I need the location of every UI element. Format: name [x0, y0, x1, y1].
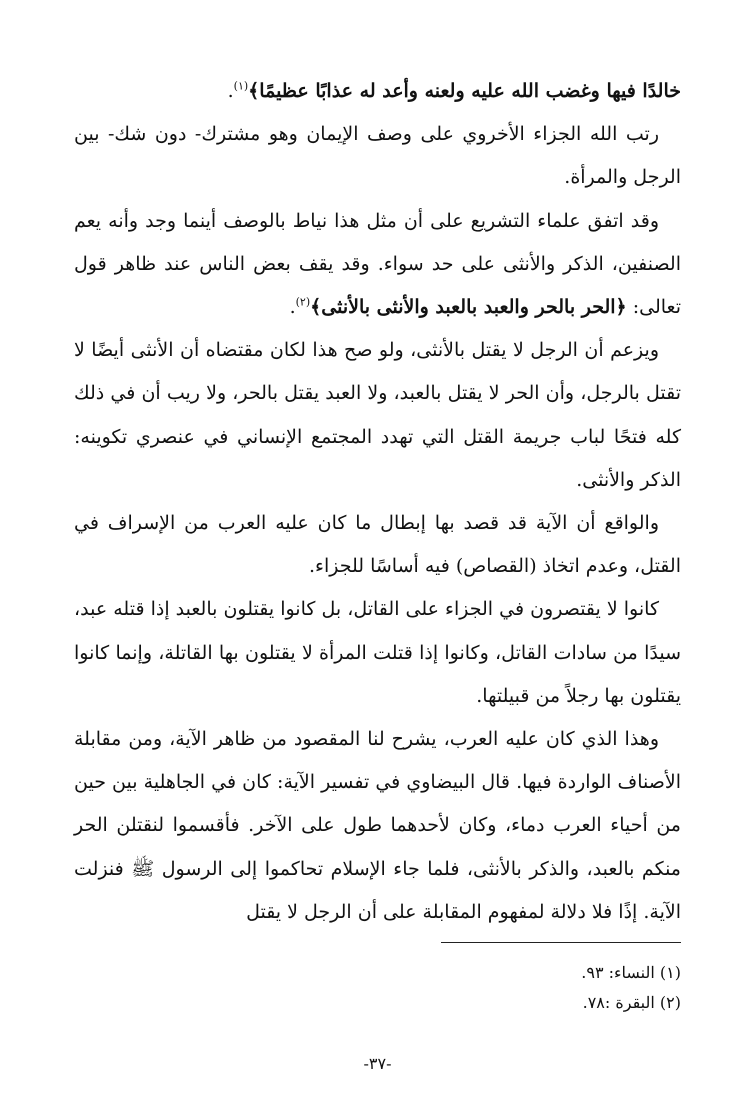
paragraph-3 — [74, 200, 681, 330]
quran-verse: ﴿الحر بالحر والعبد بالعبد والأنثى بالأنثى﴾ — [310, 296, 627, 319]
footnote-2: (٢) البقرة :٧٨. — [582, 993, 681, 1012]
paragraph-2: رتب الله الجزاء الأخروي على وصف الإيمان وهو مشترك- دون شك- بين الرجل والمرأة. — [74, 123, 681, 189]
paragraph-3-text: وقد اتفق علماء التشريع على أن مثل هذا نياط بالوصف أينما وجد وأنه يعم الصنفين، الذكر والأنثى على حد سواء. وقد يقف بعض الناس عند ظاهر قول تعالى: — [74, 209, 681, 319]
footnote-ref-2: (٢) — [295, 295, 311, 309]
pbuh-glyph: ﷺ — [131, 857, 155, 880]
period: . — [227, 80, 234, 102]
paragraph-4: ويزعم أن الرجل لا يقتل بالأنثى، ولو صح هذا لكان مقتضاه أن الأنثى أيضًا لا تقتل بالرجل، وأن الحر لا يقتل بالعبد، ولا العبد يقتل بالحر، ولا ريب أن في ذلك كله فتحًا لباب جريمة القتل التي تهدد المجتمع الإنساني في عنصري تكوينه: الذكر والأنثى. — [74, 339, 681, 491]
footnote-1: (١) النساء: ٩٣. — [581, 963, 681, 982]
page-number: -٣٧- — [363, 1054, 392, 1073]
main-text — [74, 70, 681, 934]
quran-verse: خالدًا فيها وغضب الله عليه ولعنه وأعد له عذابًا عظيمًا﴾ — [248, 80, 681, 102]
paragraph-7-tail: فنزلت الآية. إذًا فلا دلالة لمفهوم المقابلة على أن الرجل لا يقتل — [74, 857, 681, 923]
period: . — [289, 296, 296, 319]
paragraph-7-text: وهذا الذي كان عليه العرب، يشرح لنا المقصود من ظاهر الآية، ومن مقابلة الأصناف الواردة فيها. قال البيضاوي في تفسير الآية: كان في الجاهلية بين حين من أحياء العرب دماء، وكان لأحدهما طول على الآخر. فأقسموا لنقتلن الحر منكم بالعبد، والذكر بالأنثى، فلما جاء الإسلام تحاكموا إلى الرسول — [74, 728, 681, 880]
paragraph-1 — [74, 70, 681, 113]
paragraph-7 — [74, 718, 681, 934]
footnote-ref-1: (١) — [233, 79, 249, 93]
footnote-divider — [441, 942, 681, 943]
paragraph-6: كانوا لا يقتصرون في الجزاء على القاتل، بل كانوا يقتلون بالعبد إذا قتله عبد، سيدًا من سادات القاتل، وكانوا إذا قتلت المرأة لا يقتلون بها القاتلة، وإنما كانوا يقتلون بها رجلاً من قبيلتها. — [74, 598, 681, 707]
paragraph-5: والواقع أن الآية قد قصد بها إبطال ما كان عليه العرب من الإسراف في القتل، وعدم اتخاذ (القصاص) فيه أساسًا للجزاء. — [74, 512, 681, 578]
footnotes — [581, 958, 681, 1018]
